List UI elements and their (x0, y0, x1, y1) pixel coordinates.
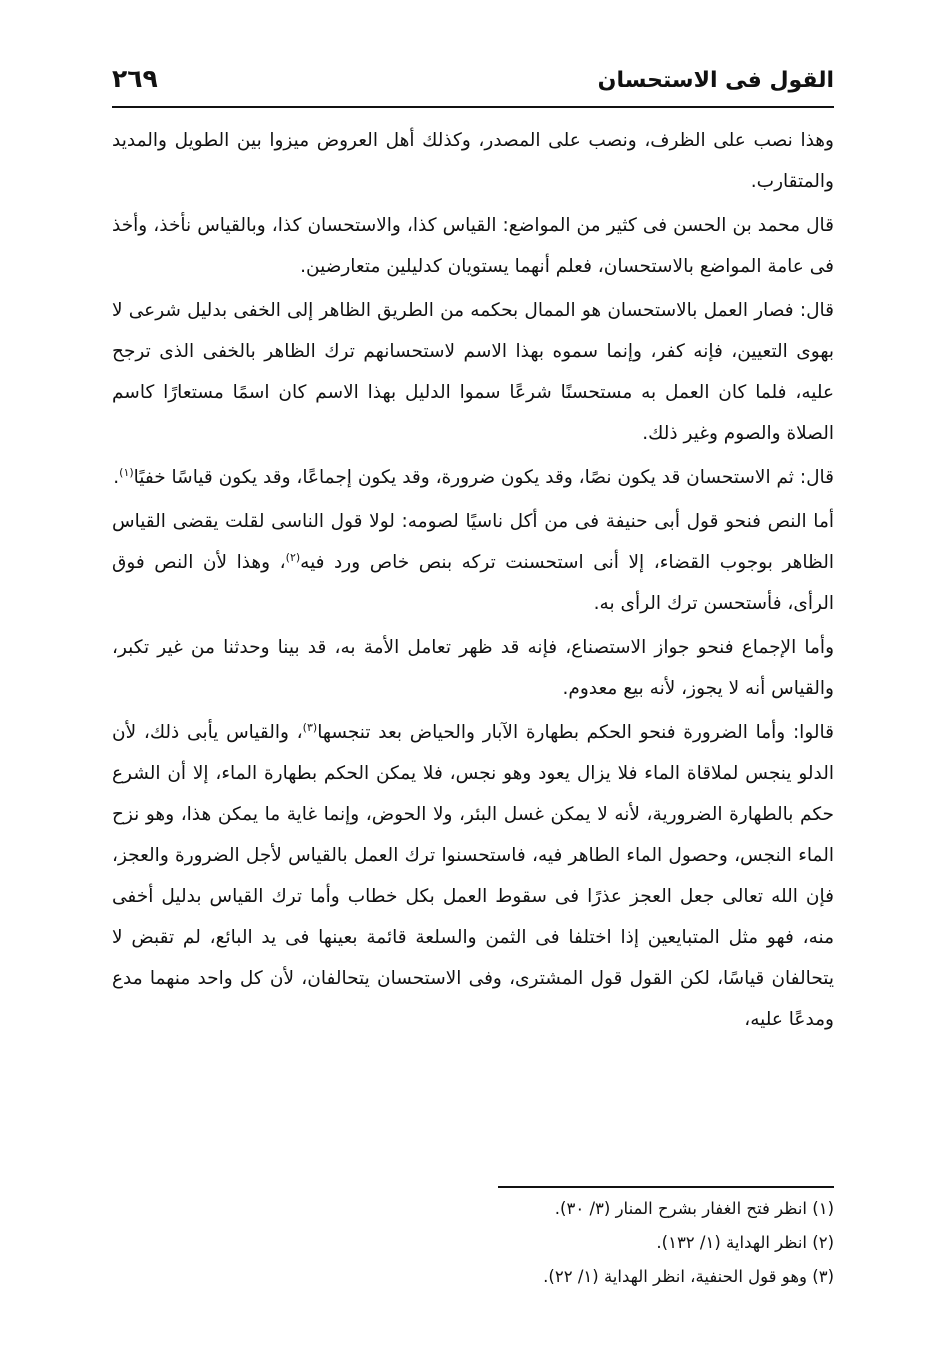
footnote-reference: (٣) (302, 720, 318, 734)
footnote-rule (498, 1186, 834, 1188)
paragraph-text: وأما الإجماع فنحو جواز الاستصناع، فإنه قد ظهر تعامل الأمة به، قد بينا وحدثنا من غير تكبر، والقياس أنه لا يجوز، لأنه بيع معدوم. (112, 637, 834, 699)
footnote-reference: (٢) (285, 550, 301, 564)
page-number: ٢٦٩ (112, 64, 158, 93)
footnote: (٢) انظر الهداية (١/ ١٣٢). (656, 1233, 834, 1252)
paragraph-tail: ، وهذا لأن النص فوق الرأى، فأستحسن ترك الرأى به. (112, 552, 834, 614)
paragraph (112, 205, 834, 287)
paragraph-text: قال: فصار العمل بالاستحسان هو الممال بحكمه من الطريق الظاهر إلى الخفى بدليل شرعى لا بهوى التعيين، فإنه كفر، وإنما سموه بهذا الاسم لاستحسانهم ترك الظاهر بالخفى الذى ترجح عليه، فلما كان العمل به مستحسنًا شرعًا سموا الدليل بهذا الاسم كان اسمًا مستعارًا كاسم الصلاة والصوم وغير ذلك. (112, 300, 834, 444)
footnote: (٣) وهو قول الحنفية، انظر الهداية (١/ ٢٢). (543, 1267, 834, 1286)
page-header (112, 60, 834, 102)
header-rule (112, 106, 834, 108)
paragraph (112, 290, 834, 454)
paragraph-text: وهذا نصب على الظرف، ونصب على المصدر، وكذلك أهل العروض ميزوا بين الطويل والمديد والمتقارب. (112, 130, 834, 192)
footnote-reference: (١) (119, 465, 134, 479)
paragraph-text: قال: ثم الاستحسان قد يكون نصًا، وقد يكون ضرورة، وقد يكون إجماعًا، وقد يكون قياسًا خفيًا (133, 467, 834, 488)
running-title: القول فى الاستحسان (597, 68, 834, 93)
footnotes (112, 1192, 834, 1294)
paragraph-text: قالوا: وأما الضرورة فنحو الحكم بطهارة الآبار والحياض بعد تنجسها (317, 722, 835, 743)
paragraph (112, 501, 834, 624)
paragraph (112, 627, 834, 709)
main-text (112, 120, 834, 1040)
footnote: (١) انظر فتح الغفار بشرح المنار (٣/ ٣٠). (554, 1199, 834, 1218)
paragraph-text: أما النص فنحو قول أبى حنيفة فى من أكل ناسيًا لصومه: لولا قول الناسى لقلت يقضى القياس الظاهر بوجوب القضاء، إلا أنى استحسنت تركه بنص خاص ورد فيه (112, 511, 834, 573)
paragraph (112, 120, 834, 202)
paragraph-tail: . (113, 467, 120, 488)
paragraph-tail: ، والقياس يأبى ذلك، لأن الدلو ينجس لملاقاة الماء فلا يزال يعود وهو نجس، فلا يمكن الحكم بطهارة الماء، إلا أن الشرع حكم بالطهارة الضرورية، لأنه لا يمكن غسل البئر، ولا الحوض، وإنما غاية ما يمكن هذا، وهو نزح الماء النجس، وحصول الماء الطاهر فيه، فاستحسنوا ترك العمل بالقياس لأجل الضرورة والعجز، فإن الله تعالى جعل العجز عذرًا فى سقوط العمل بكل خطاب وأما ترك القياس بدليل أخفى منه، فهو مثل المتبايعين إذا اختلفا فى الثمن والسلعة قائمة بعينها فى يد البائع، لم تقبض لا يتحالفان قياسًا، لكن القول قول المشترى، وفى الاستحسان يتحالفان، لأن كل واحد منهما مدع ومدعًا عليه، (112, 722, 834, 1030)
paragraph (112, 712, 834, 1040)
paragraph-text: قال محمد بن الحسن فى كثير من المواضع: القياس كذا، والاستحسان كذا، وبالقياس نأخذ، وأخذ فى عامة المواضع بالاستحسان، فعلم أنهما يستويان كدليلين متعارضين. (112, 215, 834, 277)
paragraph (112, 457, 834, 498)
